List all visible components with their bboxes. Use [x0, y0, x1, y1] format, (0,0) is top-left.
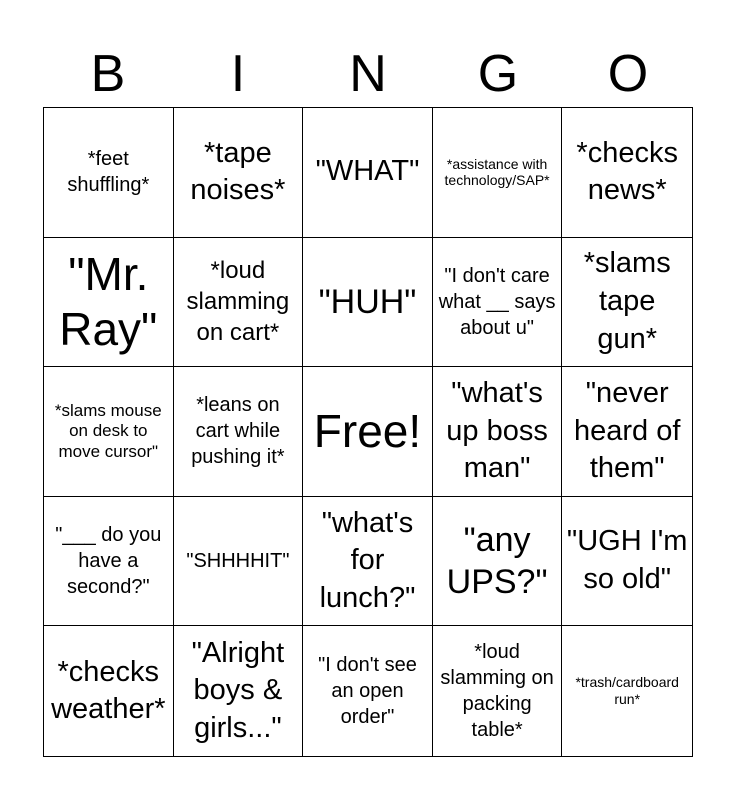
bingo-cell[interactable]: "what's up boss man"	[433, 367, 563, 497]
header-letter-g: G	[477, 45, 519, 103]
bingo-cell[interactable]: *leans on cart while pushing it*	[174, 367, 304, 497]
bingo-cell[interactable]: "any UPS?"	[433, 497, 563, 627]
header-letter-b: B	[90, 45, 126, 103]
bingo-board	[43, 107, 693, 757]
bingo-cell[interactable]: "UGH I'm so old"	[562, 497, 692, 627]
bingo-cell[interactable]: *feet shuffling*	[44, 108, 174, 238]
bingo-cell[interactable]: *slams tape gun*	[562, 238, 692, 368]
header-letter-o: O	[607, 45, 649, 103]
bingo-cell[interactable]: "Alright boys & girls..."	[174, 626, 304, 756]
bingo-cell[interactable]: "Mr. Ray"	[44, 238, 174, 368]
bingo-cell[interactable]: "WHAT"	[303, 108, 433, 238]
bingo-cell[interactable]: "what's for lunch?"	[303, 497, 433, 627]
bingo-header	[43, 40, 693, 108]
bingo-cell[interactable]: *trash/cardboard run*	[575, 674, 679, 708]
bingo-cell[interactable]: *tape noises*	[174, 108, 304, 238]
header-letter-n: N	[349, 45, 387, 103]
bingo-cell[interactable]: *slams mouse on desk to move cursor"	[44, 367, 174, 497]
bingo-cell[interactable]: *checks news*	[562, 108, 692, 238]
header-letter-i: I	[230, 45, 246, 103]
bingo-cell[interactable]: "HUH"	[303, 238, 433, 368]
free-space-cell[interactable]: Free!	[303, 367, 433, 497]
bingo-cell[interactable]: *loud slamming on packing table*	[433, 626, 563, 756]
bingo-cell[interactable]: *loud slamming on cart*	[174, 238, 304, 368]
bingo-cell[interactable]: *checks weather*	[44, 626, 174, 756]
bingo-cell[interactable]: "SHHHHIT"	[174, 497, 304, 627]
bingo-cell[interactable]: "never heard of them"	[562, 367, 692, 497]
bingo-cell[interactable]: "I don't care what __ says about u"	[433, 238, 563, 368]
bingo-cell[interactable]: "___ do you have a second?"	[44, 497, 174, 627]
bingo-cell[interactable]: *assistance with technology/SAP*	[433, 108, 563, 238]
bingo-cell[interactable]: "I don't see an open order"	[303, 626, 433, 756]
